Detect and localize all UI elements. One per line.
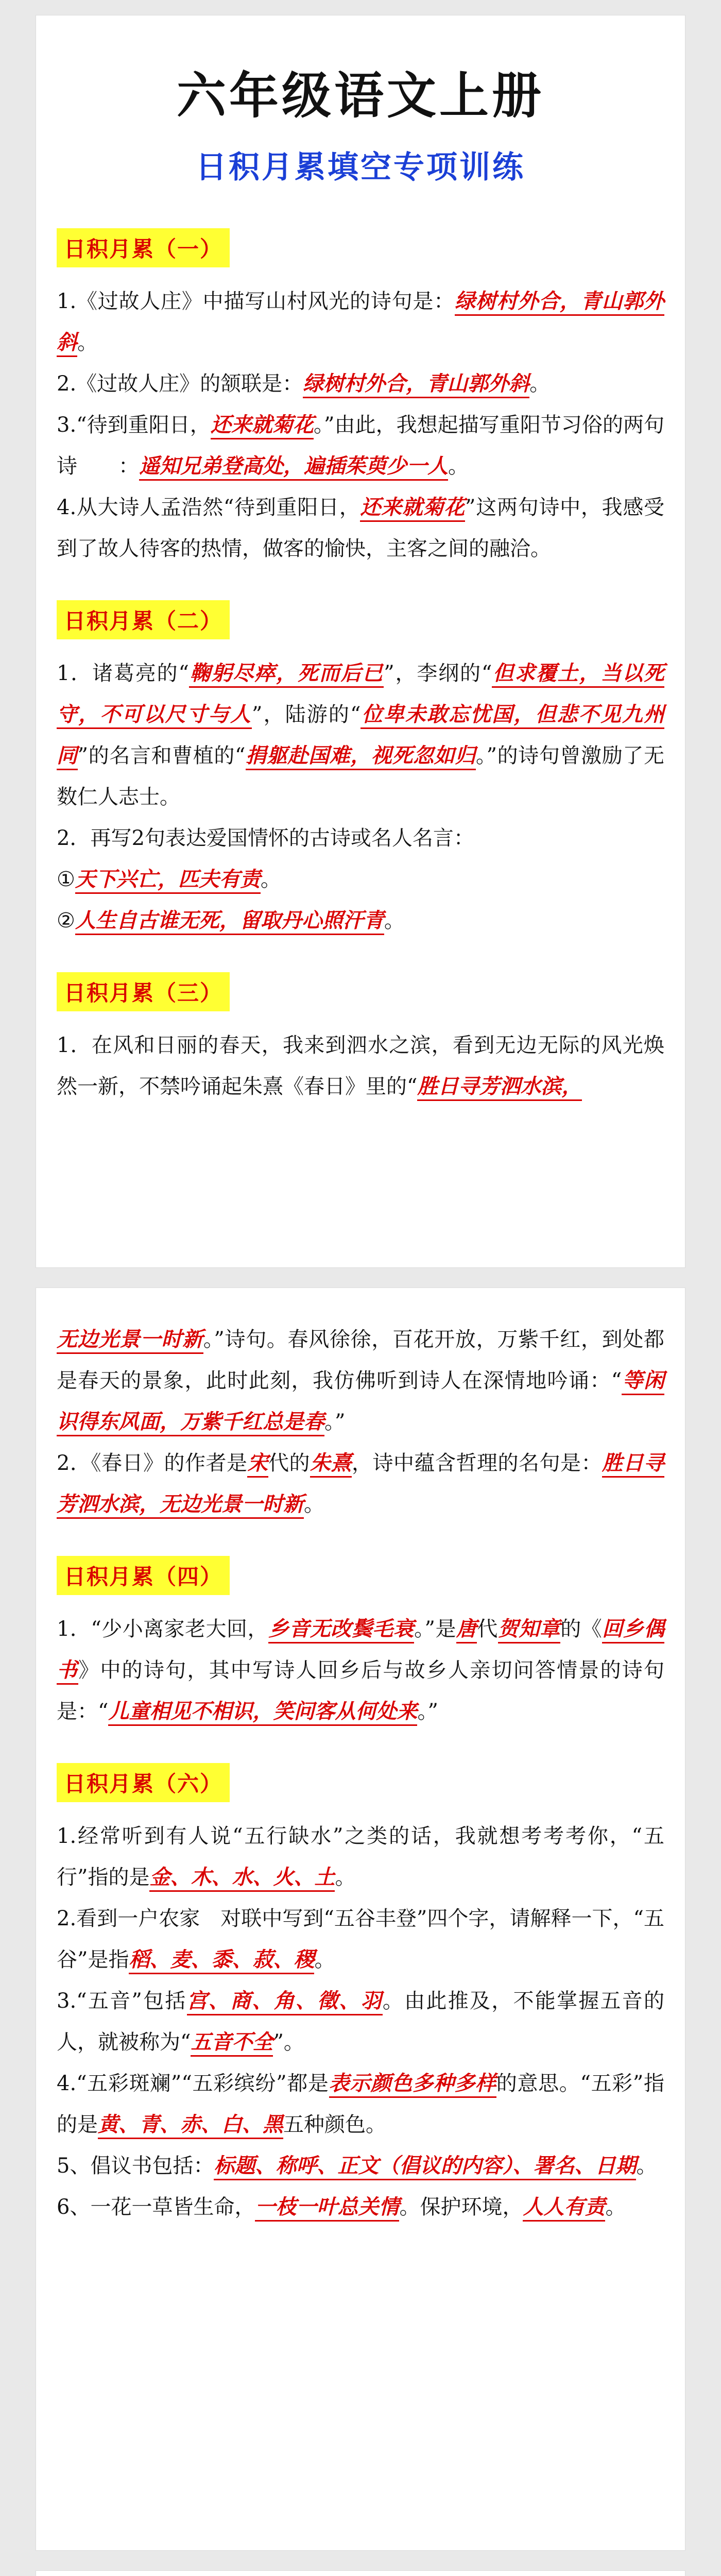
answer: 无边光景一时新 [57, 1328, 203, 1354]
answer: 等闲识得东风面，万紫千红总是春 [57, 1369, 664, 1436]
answer: 黄、青、赤、白、黑 [98, 2113, 283, 2139]
section-header-3: 日积月累（三） [57, 972, 230, 1011]
item-6-4: 4.“五彩斑斓”“五彩缤纷”都是表示颜色多种多样的意思。“五彩”指的是黄、青、赤、白、黑五种颜色。 [57, 2063, 664, 2145]
answer: 鞠躬尽瘁，死而后已 [189, 662, 384, 688]
item-6-3: 3.“五音”包括宫、商、角、徵、羽。由此推及，不能掌握五音的人，就被称为“五音不全”。 [57, 1980, 664, 2063]
item-2-2b: ②人生自古谁无死，留取丹心照汗青。 [57, 900, 664, 941]
item-6-5: 5、倡议书包括：标题、称呼、正文（倡议的内容）、署名、日期。 [57, 2145, 664, 2187]
answer: 胜日寻芳泗水滨，无边光景一时新 [57, 1451, 664, 1519]
section-header-2: 日积月累（二） [57, 600, 230, 639]
section-header-1: 日积月累（一） [57, 228, 230, 267]
answer: 稻、麦、黍、菽、稷 [129, 1948, 314, 1974]
answer: 儿童相见不相识，笑问客从何处来 [108, 1700, 417, 1726]
item-1-1: 1.《过故人庄》中描写山村风光的诗句是：绿树村外合，青山郭外斜。 [57, 281, 664, 363]
answer: 绿树村外合，青山郭外斜 [57, 290, 664, 357]
answer: 唐 [456, 1617, 477, 1643]
item-2-2: 2．再写2句表达爱国情怀的古诗或名人名言： [57, 826, 474, 850]
answer: 金、木、水、火、土 [149, 1866, 335, 1892]
answer: 捐躯赴国难，视死忽如归 [246, 744, 476, 770]
item-6-6: 6、一花一草皆生命，一枝一叶总关情。保护环境，人人有责。 [57, 2187, 664, 2228]
page-2 [36, 1288, 685, 2550]
answer: 五音不全 [191, 2030, 273, 2057]
item-6-1: 1.经常听到有人说“五行缺水”之类的话，我就想考考考你，“五行”指的是金、木、水、火、土。 [57, 1816, 664, 1898]
page-1 [36, 15, 685, 1267]
answer: 表示颜色多种多样 [329, 2072, 496, 2098]
answer: 人人有责 [523, 2195, 605, 2222]
item-1-4: 4.从大诗人孟浩然“待到重阳日，还来就菊花”这两句诗中，我感受到了故人待客的热情，做客的愉快，主客之间的融洽。 [57, 496, 664, 561]
answer: 还来就菊花 [360, 496, 465, 522]
answer: 贺知章 [498, 1617, 560, 1643]
item-1-3: 3.“待到重阳日，还来就菊花。”由此，我想起描写重阳节习俗的两句诗 ：遥知兄弟登高处，遍插茱萸少一人。 [57, 404, 664, 487]
item-6-2: 2.看到一户农家 对联中写到“五谷丰登”四个字，请解释一下，“五谷”是指稻、麦、黍、菽、稷。 [57, 1898, 664, 1980]
answer: 还来就菊花 [211, 413, 314, 439]
answer: 胜日寻芳泗水滨， [417, 1075, 582, 1101]
answer: 遥知兄弟登高处，遍插茱萸少一人 [139, 454, 448, 481]
item-4-1: 1．“少小离家老大回，乡音无改鬓毛衰。”是唐代贺知章的《回乡偶书》中的诗句，其中写诗人回乡后与故乡人亲切问答情景的诗句是：“儿童相见不相识，笑问客从何处来。” [57, 1608, 664, 1732]
answer: 绿树村外合，青山郭外斜 [303, 372, 529, 398]
section-header-6: 日积月累（六） [57, 1763, 230, 1802]
page-title: 六年级语文上册 [177, 67, 544, 125]
answer: 朱熹 [310, 1451, 352, 1478]
answer: 标题、称呼、正文（倡议的内容）、署名、日期 [214, 2154, 636, 2180]
answer: 宫、商、角、徵、羽 [187, 1989, 383, 2015]
item-3-1: 1．在风和日丽的春天，我来到泗水之滨，看到无边无际的风光焕然一新，不禁吟诵起朱熹《春日》里的“胜日寻芳泗水滨， [57, 1025, 664, 1107]
item-1-2: 2.《过故人庄》的颔联是：绿树村外合，青山郭外斜。 [57, 363, 664, 404]
answer: 人生自古谁无死，留取丹心照汗青 [75, 909, 384, 935]
answer: 天下兴亡，匹夫有责 [75, 868, 261, 894]
answer: 位卑未敢忘忧国，但悲不见九州同 [57, 703, 664, 770]
item-2-1: 1．诸葛亮的“鞠躬尽瘁，死而后已”，李纲的“但求覆土，当以死守，不可以尺寸与人”，陆游的“位卑未敢忘忧国，但悲不见九州同”的名言和曹植的“捐躯赴国难，视死忽如归。”的诗句曾激励了无数仁人志士。 [57, 662, 665, 809]
answer: 一枝一叶总关情 [255, 2195, 399, 2222]
page-subtitle: 日积月累填空专项训练 [196, 149, 525, 185]
item-3-1-cont: 无边光景一时新。”诗句。春风徐徐，百花开放，万紫千红，到处都是春天的景象，此时此刻，我仿佛听到诗人在深情地吟诵：“等闲识得东风面，万紫千红总是春。” [57, 1319, 664, 1443]
answer: 但求覆土，当以死守，不可以尺寸与人 [57, 662, 664, 729]
section-header-4: 日积月累（四） [57, 1556, 230, 1595]
answer: 宋 [247, 1451, 268, 1478]
answer: 乡音无改鬓毛衰 [268, 1617, 414, 1643]
item-2-2a: ①天下兴亡，匹夫有责。 [57, 859, 664, 900]
answer: 回乡偶书 [57, 1617, 664, 1685]
item-3-2: 2．《春日》的作者是宋代的朱熹，诗中蕴含哲理的名句是：胜日寻芳泗水滨，无边光景一时新。 [57, 1443, 664, 1525]
page-3 [36, 2571, 685, 2576]
